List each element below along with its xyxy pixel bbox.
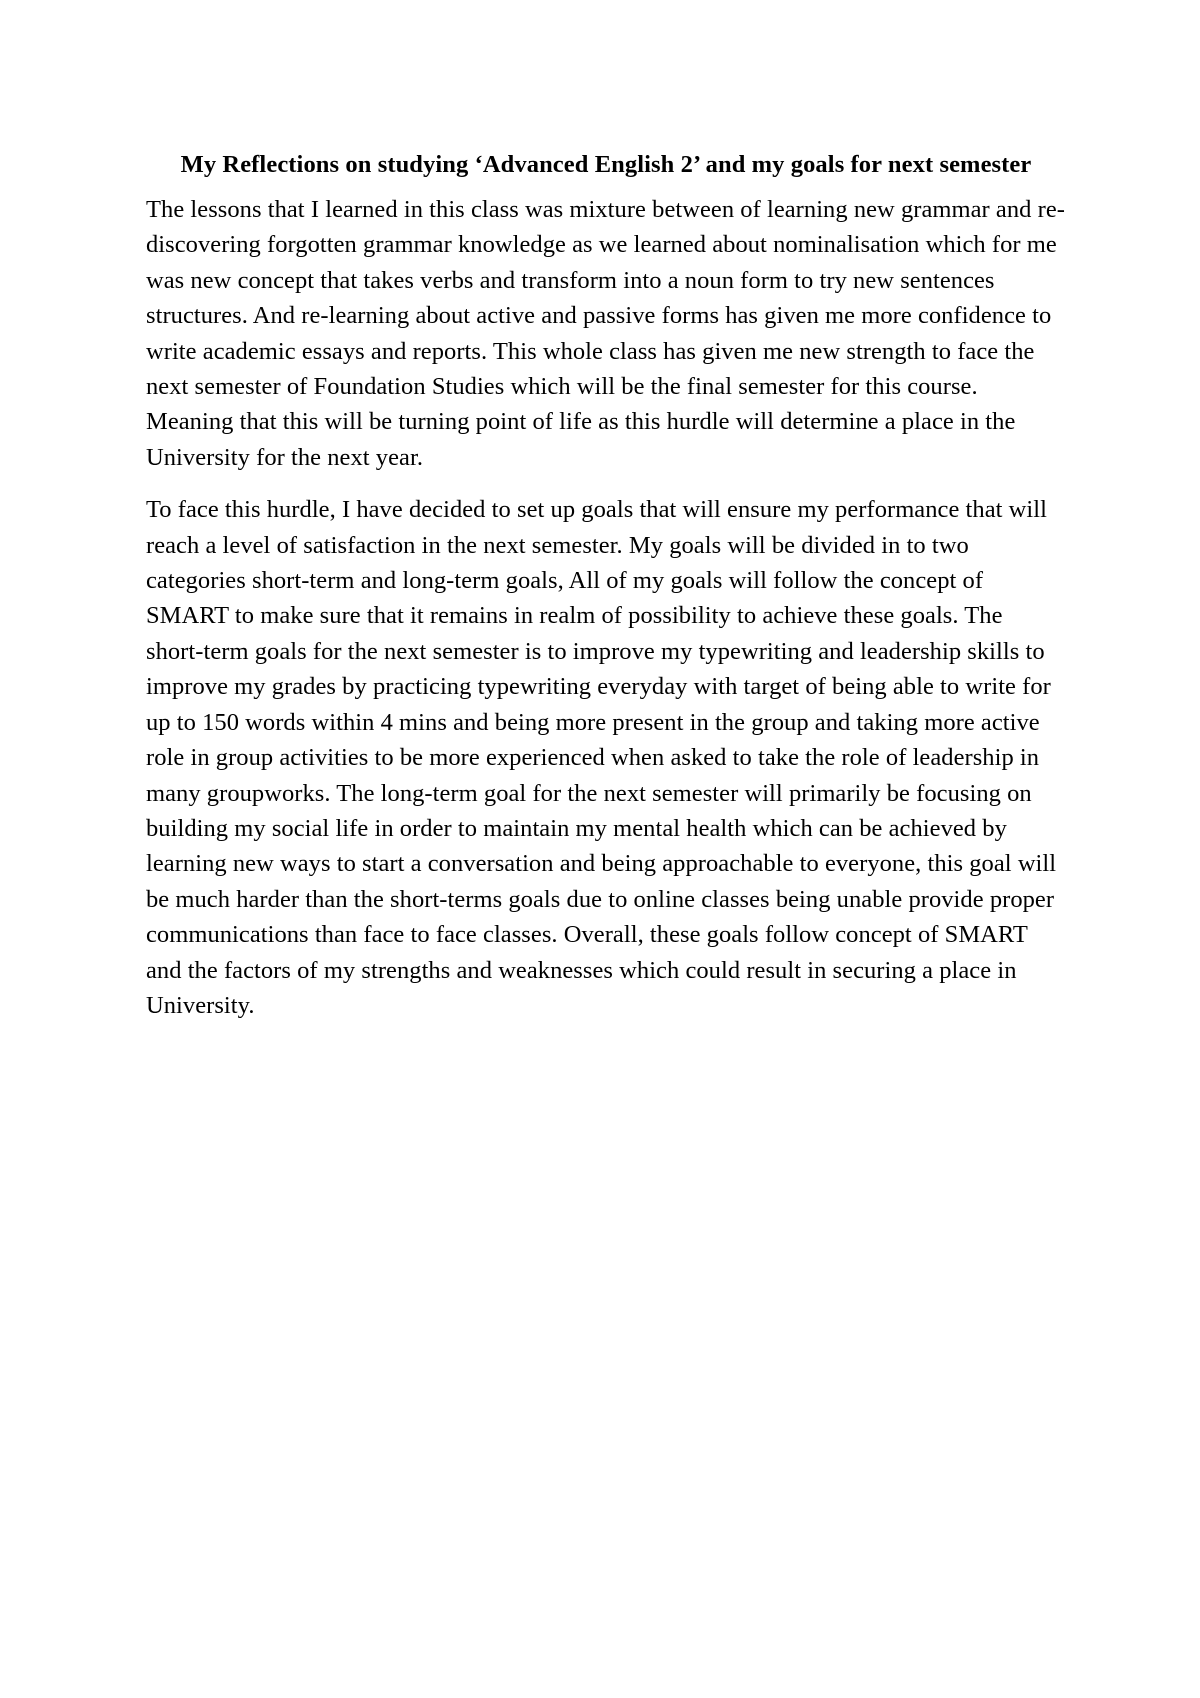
paragraph-goals: To face this hurdle, I have decided to set up goals that will ensure my performance that will reach a level of satisfaction in the next semester. My goals will be divided in to two categories short-term and long-term goals, All of my goals will follow the concept of SMART to make sure that it remains in realm of possibility to achieve these goals. The short-term goals for the next semester is to improve my typewriting and leadership skills to improve my grades by practicing typewriting everyday with target of being able to write for up to 150 words within 4 mins and being more present in the group and taking more active role in group activities to be more experienced when asked to take the role of leadership in many groupworks. The long-term goal for the next semester will primarily be focusing on building my social life in order to maintain my mental health which can be achieved by learning new ways to start a conversation and being approachable to everyone, this goal will be much harder than the short-terms goals due to online classes being unable provide proper communications than face to face classes. Overall, these goals follow concept of SMART and the factors of my strengths and weaknesses which could result in securing a place in University. [146,496,1057,1019]
document-body [146,148,1066,1040]
document-title: My Reflections on studying ‘Advanced English 2’ and my goals for next semester [180,151,1032,178]
paragraph-reflections: The lessons that I learned in this class was mixture between of learning new grammar and re-discovering forgotten grammar knowledge as we learned about nominalisation which for me was new concept that takes verbs and transform into a noun form to try new sentences structures. And re-learning about active and passive forms has given me more confidence to write academic essays and reports. This whole class has given me new strength to face the next semester of Foundation Studies which will be the final semester for this course. Meaning that this will be turning point of life as this hurdle will determine a place in the University for the next year. [146,196,1065,471]
